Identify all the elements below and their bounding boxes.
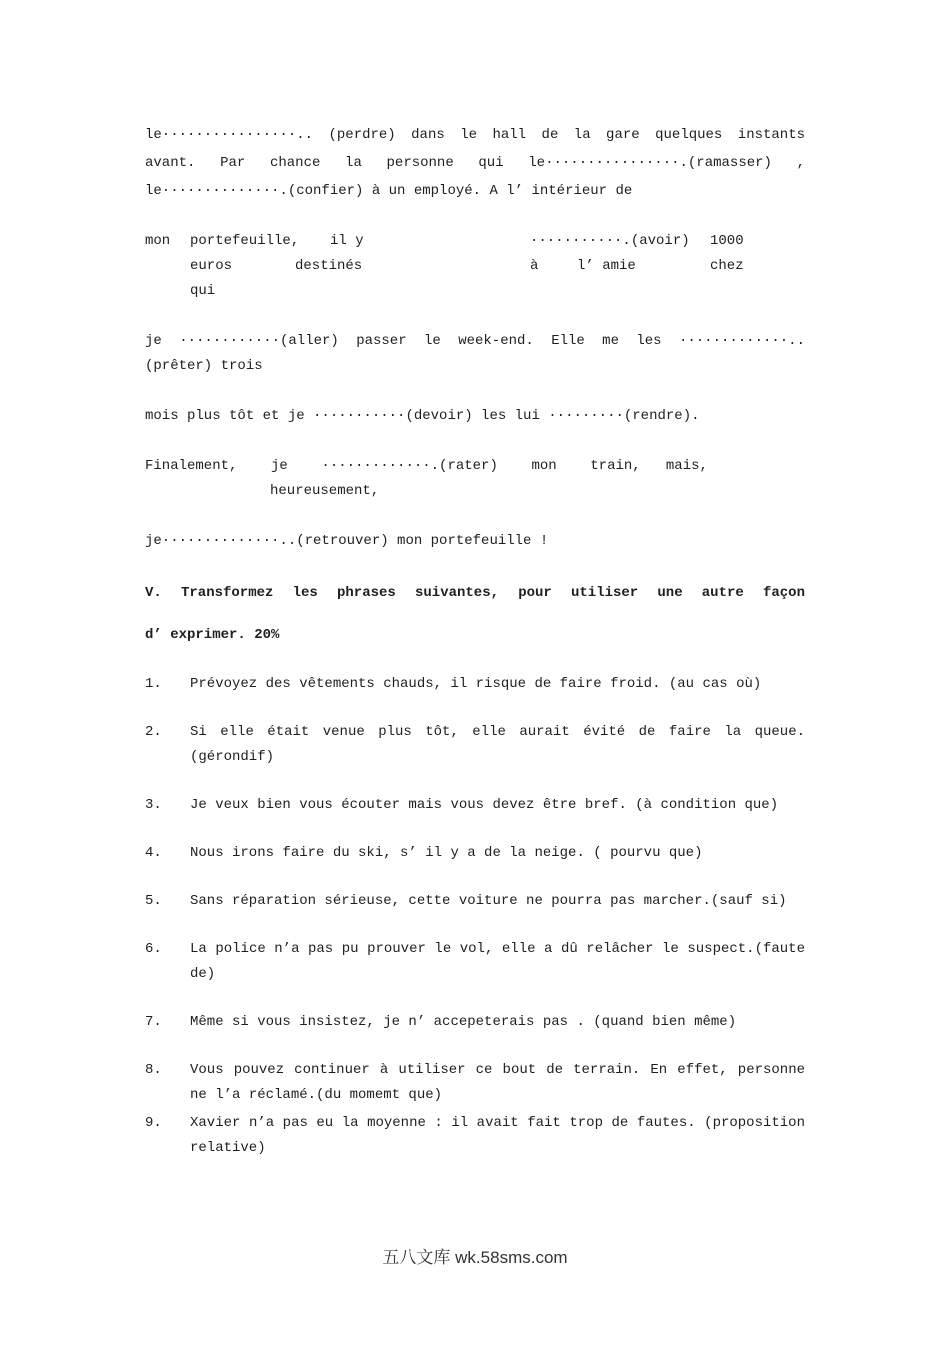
item-text: relative) — [190, 1140, 266, 1156]
item-text: Nous irons faire du ski, s’ il y a de la neige. ( pourvu que) — [190, 845, 703, 861]
text-fragment: chez — [710, 258, 744, 274]
item-number: 6. — [145, 941, 162, 957]
text-fragment: portefeuille, — [190, 233, 300, 249]
fill-blank-paragraph-2 — [145, 229, 805, 304]
item-text: Même si vous insistez, je n’ accepeterais pas . (quand bien même) — [190, 1014, 737, 1030]
fill-blank-paragraph-6 — [145, 529, 805, 554]
text-fragment: mon — [145, 233, 171, 249]
item-number: 9. — [145, 1115, 162, 1131]
text-fragment: euros — [190, 258, 233, 274]
list-item — [145, 720, 805, 770]
text-fragment: qui — [190, 283, 216, 299]
text-fragment: à — [530, 258, 539, 274]
watermark-brand: 五八文库 — [382, 1248, 451, 1267]
list-item — [145, 793, 805, 818]
item-text: La police n’a pas pu prouver le vol, elle a dû relâcher le suspect.(faute — [190, 941, 805, 957]
list-item — [145, 672, 805, 697]
text-fragment: l’ amie — [577, 258, 636, 274]
list-item — [145, 841, 805, 866]
text-line: je ············(aller) passer le week-end. Elle me les ·············.. — [145, 333, 805, 349]
section-title-line: d’ exprimer. 20% — [145, 627, 280, 643]
blank-with-verb: ···········.(avoir) — [530, 233, 690, 249]
text-line: heureusement, — [270, 483, 380, 499]
watermark-url: wk.58sms.com — [455, 1248, 568, 1267]
text-line: avant. Par chance la personne qui le················.(ramasser) , — [145, 155, 805, 171]
text-line: je··············..(retrouver) mon portefeuille ! — [145, 533, 549, 549]
text-line: le················.. (perdre) dans le hall de la gare quelques instants — [145, 127, 805, 143]
item-number: 8. — [145, 1062, 162, 1078]
text-line: (prêter) trois — [145, 358, 263, 374]
item-text: Sans réparation sérieuse, cette voiture ne pourra pas marcher.(sauf si) — [190, 893, 787, 909]
watermark-footer — [0, 1243, 950, 1268]
item-number: 1. — [145, 676, 162, 692]
text-line: le··············.(confier) à un employé. A l’ intérieur de — [145, 183, 633, 199]
fill-blank-paragraph-1 — [145, 121, 805, 205]
item-number: 2. — [145, 724, 162, 740]
item-text: de) — [190, 966, 216, 982]
exercise-list — [145, 672, 805, 1161]
list-item — [145, 937, 805, 987]
list-item — [145, 889, 805, 914]
item-text: Prévoyez des vêtements chauds, il risque de faire froid. (au cas où) — [190, 676, 762, 692]
text-line — [145, 279, 805, 304]
text-line: Finalement, je ·············.(rater) mon train, mais, — [145, 458, 708, 474]
section-title-line: V. Transformez les phrases suivantes, pour utiliser une autre façon — [145, 585, 805, 601]
text-line — [145, 229, 805, 254]
document-content — [145, 121, 805, 1161]
item-number: 7. — [145, 1014, 162, 1030]
text-fragment: 1000 — [710, 233, 744, 249]
fill-blank-paragraph-5 — [145, 454, 805, 504]
fill-blank-paragraph-3 — [145, 329, 805, 379]
item-text: (gérondif) — [190, 749, 275, 765]
item-number: 3. — [145, 797, 162, 813]
text-line: mois plus tôt et je ···········(devoir) les lui ·········(rendre). — [145, 408, 700, 424]
list-item — [145, 1058, 805, 1108]
text-line — [145, 254, 805, 279]
item-text: Vous pouvez continuer à utiliser ce bout de terrain. En effet, personne — [190, 1062, 805, 1078]
text-fragment: il y — [330, 233, 364, 249]
section-v-heading — [145, 579, 805, 649]
list-item — [145, 1111, 805, 1161]
list-item — [145, 1010, 805, 1035]
item-text: Je veux bien vous écouter mais vous devez être bref. (à condition que) — [190, 797, 779, 813]
fill-blank-paragraph-4 — [145, 404, 805, 429]
item-number: 5. — [145, 893, 162, 909]
item-text: ne l’a réclamé.(du momemt que) — [190, 1087, 443, 1103]
item-text: Xavier n’a pas eu la moyenne : il avait fait trop de fautes. (proposition — [190, 1115, 805, 1131]
item-number: 4. — [145, 845, 162, 861]
text-fragment: destinés — [295, 258, 363, 274]
item-text: Si elle était venue plus tôt, elle aurait évité de faire la queue. — [190, 724, 805, 740]
